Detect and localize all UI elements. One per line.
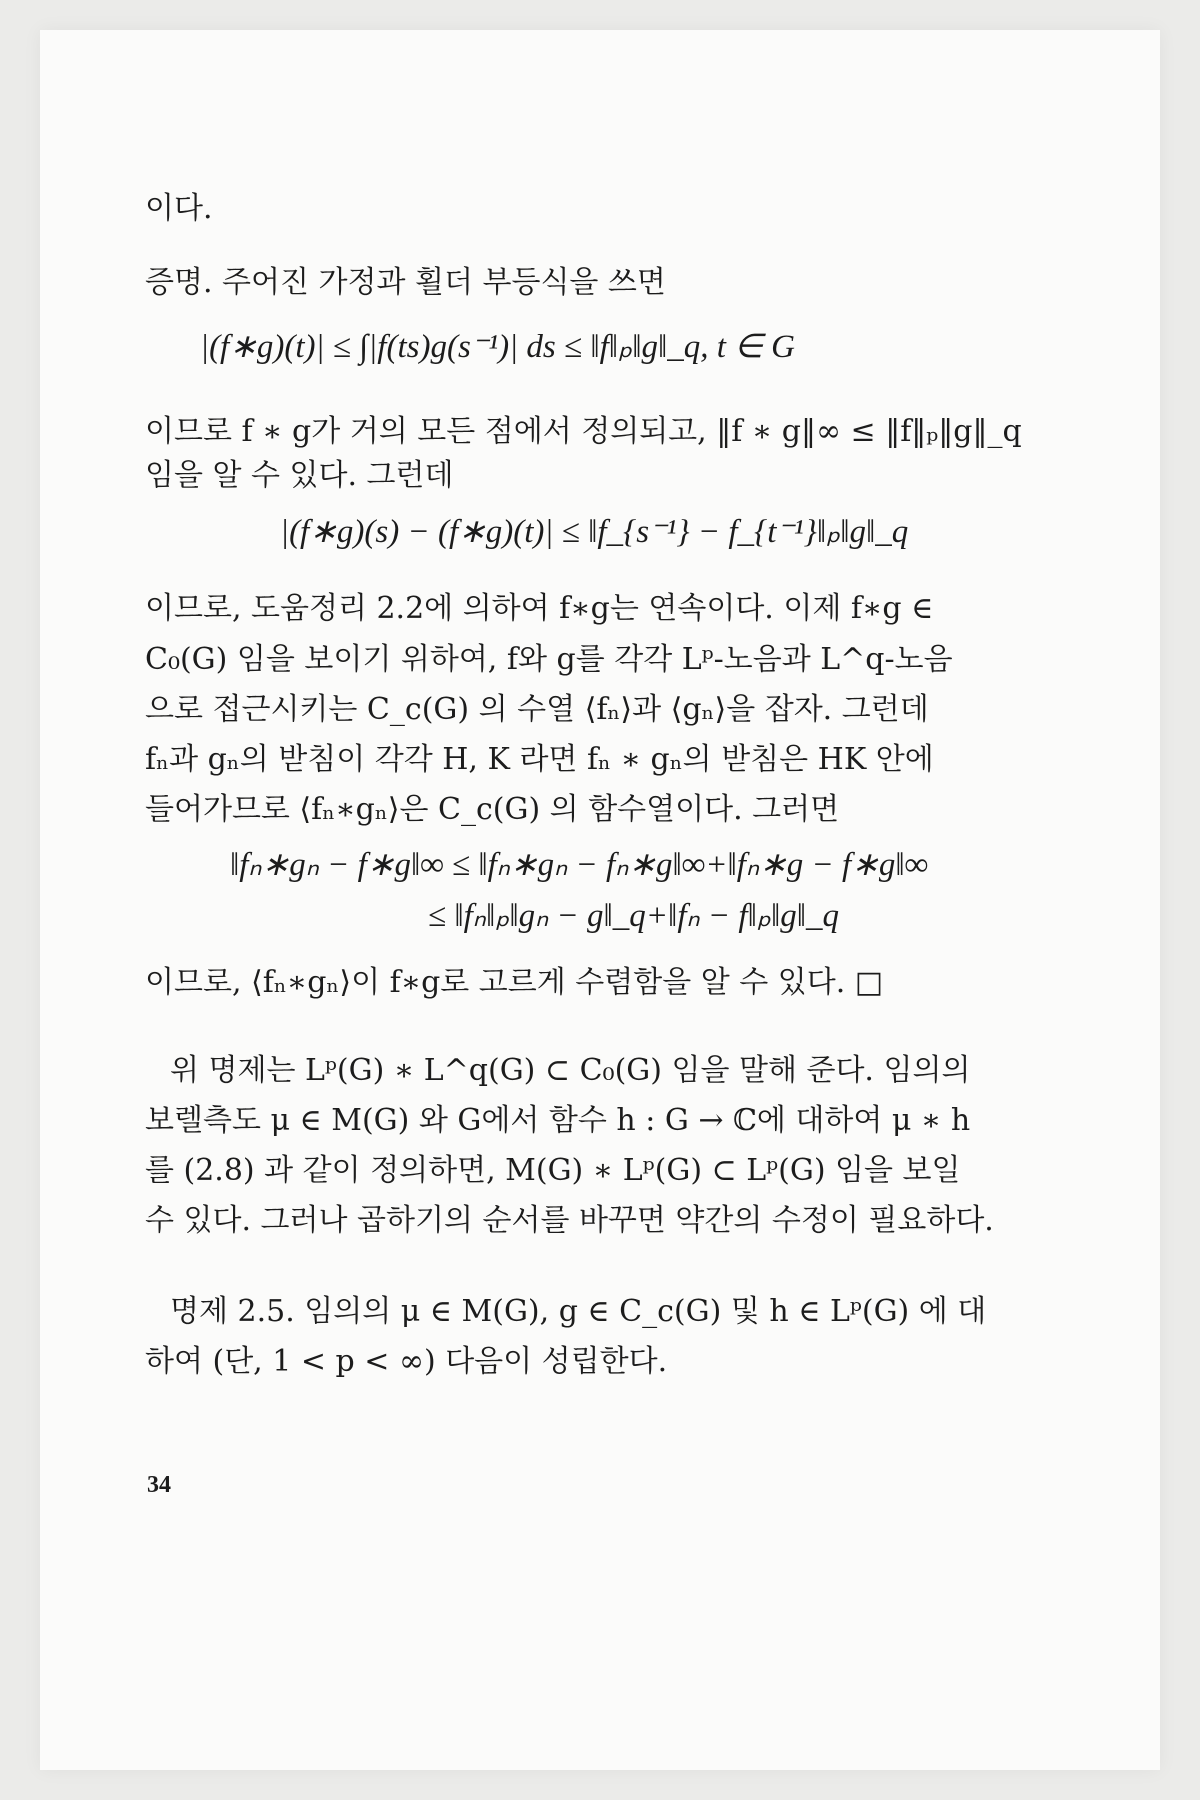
equation-uniform-limit-2: ≤ ‖fₙ‖ₚ‖gₙ − g‖_q+‖fₙ − f‖ₚ‖g‖_q — [428, 898, 840, 934]
book-page — [40, 30, 1160, 1770]
proposition-heading-line: 명제 2.5. 임의의 μ ∈ M(G), g ∈ C_c(G) 및 h ∈ Lᵖ(G) 에 대 — [170, 1294, 987, 1329]
text-line: 하여 (단, 1 < p < ∞) 다음이 성립한다. — [145, 1344, 668, 1379]
equation-continuity-bound: |(f∗g)(s) − (f∗g)(t)| ≤ ‖f_{s⁻¹} − f_{t⁻¹}‖ₚ‖g‖_q — [280, 514, 909, 550]
text-line: 를 (2.8) 과 같이 정의하면, M(G) ∗ Lᵖ(G) ⊂ Lᵖ(G) 임을 보일 — [145, 1153, 961, 1188]
text-line: C₀(G) 임을 보이기 위하여, f와 g를 각각 Lᵖ-노음과 L^q-노음 — [145, 642, 953, 677]
text-line: 수 있다. 그러나 곱하기의 순서를 바꾸면 약간의 수정이 필요하다. — [145, 1203, 994, 1238]
text-line: 이므로 f ∗ g가 거의 모든 점에서 정의되고, ‖f ∗ g‖∞ ≤ ‖f‖ₚ‖g‖_q — [145, 414, 1022, 449]
proof-heading-line: 증명. 주어진 가정과 횔더 부등식을 쓰면 — [145, 265, 666, 300]
text-line-qed: 이므로, ⟨fₙ∗gₙ⟩이 f∗g로 고르게 수렴함을 알 수 있다. □ — [145, 965, 884, 1000]
text-line: fₙ과 gₙ의 받침이 각각 H, K 라면 fₙ ∗ gₙ의 받침은 HK 안에 — [145, 742, 934, 777]
text-line: 위 명제는 Lᵖ(G) ∗ L^q(G) ⊂ C₀(G) 임을 말해 준다. 임의의 — [170, 1053, 971, 1088]
text-line: 이므로, 도움정리 2.2에 의하여 f∗g는 연속이다. 이제 f∗g ∈ — [145, 591, 934, 626]
equation-uniform-limit-1: ‖fₙ∗gₙ − f∗g‖∞ ≤ ‖fₙ∗gₙ − fₙ∗g‖∞+‖fₙ∗g − f∗g‖∞ — [230, 847, 929, 883]
text-line: 보렐측도 μ ∈ M(G) 와 G에서 함수 h : G → ℂ에 대하여 μ ∗ h — [145, 1103, 971, 1138]
page-number: 34 — [147, 1472, 171, 1498]
text-line: 이다. — [145, 191, 213, 226]
equation-holder-bound: |(f∗g)(t)| ≤ ∫|f(ts)g(s⁻¹)| ds ≤ ‖f‖ₚ‖g‖_q, t ∈ G — [200, 329, 795, 365]
text-line: 으로 접근시키는 C_c(G) 의 수열 ⟨fₙ⟩과 ⟨gₙ⟩을 잡자. 그런데 — [145, 692, 929, 727]
text-line: 들어가므로 ⟨fₙ∗gₙ⟩은 C_c(G) 의 함수열이다. 그러면 — [145, 792, 840, 827]
text-line: 임을 알 수 있다. 그런데 — [145, 458, 454, 493]
